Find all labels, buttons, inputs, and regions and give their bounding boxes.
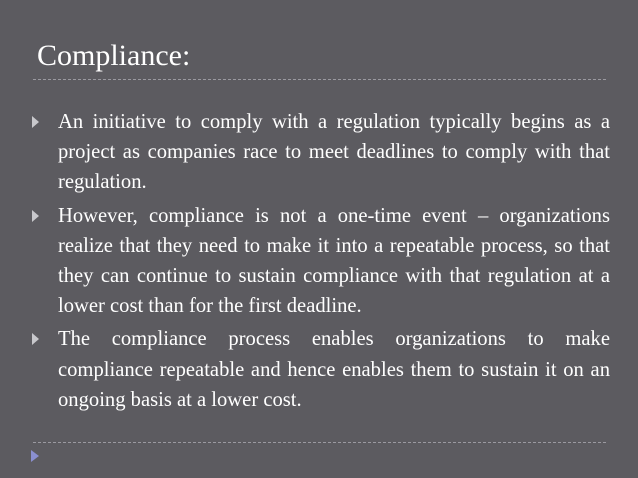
bullet-text: However, compliance is not a one-time event – organizations realize that they need to make it into a repeatable process, so that they can continue to sustain compliance with that regulation at a lower cost than for the first deadline. bbox=[58, 204, 610, 318]
title-divider bbox=[33, 79, 606, 80]
triangle-bullet-icon bbox=[32, 116, 39, 128]
triangle-bullet-icon bbox=[32, 210, 39, 222]
play-triangle-icon[interactable] bbox=[31, 450, 39, 462]
bullet-text: The compliance process enables organizations to make compliance repeatable and hence enables them to sustain it on an ongoing basis at a lower cost. bbox=[58, 328, 610, 411]
bullet-item bbox=[32, 107, 610, 198]
triangle-bullet-icon bbox=[32, 333, 39, 345]
bullet-text: An initiative to comply with a regulation typically begins as a project as companies race to meet deadlines to comply with that regulation. bbox=[58, 111, 610, 194]
bullet-item bbox=[32, 324, 610, 415]
footer-divider bbox=[33, 442, 606, 443]
bullet-list bbox=[32, 107, 610, 418]
slide-title: Compliance: bbox=[37, 39, 191, 72]
bullet-item bbox=[32, 201, 610, 322]
